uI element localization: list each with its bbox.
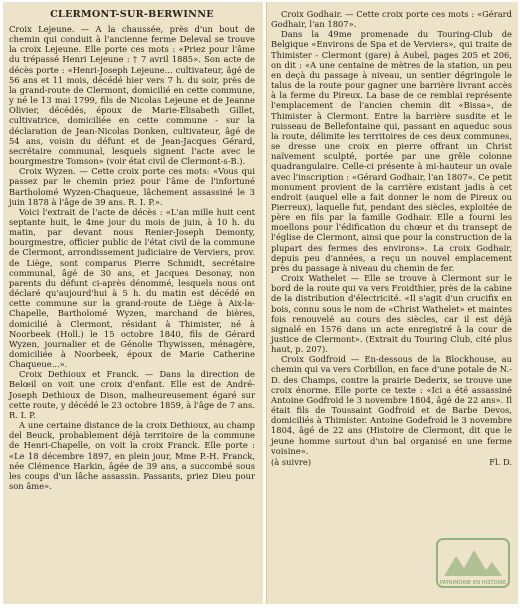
svg-text:PATRIMOINE EN HISTOIRE: PATRIMOINE EN HISTOIRE (439, 580, 507, 586)
article-header: CLERMONT-SUR-BERWINNE (50, 9, 214, 20)
paragraph-croix-wyzen: Croix Wyzen. — Cette croix porte ces mots: «Vous qui passez par le chemin priez pour l'âme de l'infortuné Bartholomé Wyzen-Chaqueue, lâchement assassiné le 3 juin 1878 à l'âge de 39 ans. R. I. P.». (9, 166, 255, 207)
paragraph-touring-club: Dans la 49me promenade du Touring-Club de Belgique «Environs de Spa et de Verviers», qui traite de Thimister - Clermont (gare) à Aubel, pages 205 et 206, on dit : «A une centaine de mètres de la station, un peu en deçà du passage à niveau, un sentier dégringole le talus de la route pour gagner une barrière livrant accès à la ferme du Pireux. La base de ce remblai représente l'emplacement de l'ancien chemin dit «Bissa», de Thimister à Clermont. Entre la barrière susdite et le ruisseau de Bellefontaine qui, passant en aqueduc sous la route, délimite les territoires de ces deux communes, se dresse une croix en pierre offrant un Christ naïvement sculpté, portée par une grêle colonne quadrangulaire. Celle-ci présente à mi-hauteur un ovale avec l'inscription : «Gérard Godhair, l'an 1807». Ce petit monument provient de la carrière existant jadis à cet endroit (auquel elle a fait donner le nom de Pireux ou Pierreux), laquelle fut, pendant des siècles, exploitée de père en fils par la famille Godhair. Elle a fourni les moellons pour l'édification du chœur et du transept de l'église de Clermont, ainsi que pour la construction de la plupart des fermes des environs». La croix Godhair, depuis peu d'années, a reçu un nouvel emplacement près du passage à niveau du chemin de fer. (271, 29, 512, 273)
paragraph-croix-godhair: Croix Godhair. — Cette croix porte ces mots : «Gérard Godhair, l'an 1807». (271, 9, 512, 30)
author-initials: Fl. D. (489, 456, 512, 467)
article-right-column (266, 2, 518, 604)
paragraph-croix-franck: A une certaine distance de la croix Dethioux, au champ del Beuck, probablement déjà territoire de la commune de Henri-Chapelle, on voit la croix Franck. Elle porte : «Le 18 décembre 1897, en plein jour, Mme P.-H. Franck, née Clémence Harkin, âgée de 39 ans, a succombé sous les coups d'un lâche assassin. Passants, priez Dieu pour son âme». (9, 420, 255, 492)
paragraph-wyzen-death-record: Voici l'extrait de l'acte de décès : «L'an mille huit cent septante huit, le 4me jour du mois de juin, à 10 h. du matin, par devant nous Renier-Joseph Demonty, bourgmestre, officier public de l'état civil de la commune de Clermont, arrondissement judiciaire de Verviers, prov. de Liège, sont comparus Pierre Schmidt, secrétaire communal, âgé de 30 ans, et Jacques Desonay, non parents du défunt ci-après dénommé, lesquels nous ont déclaré qu'aujourd'hui à 5 h. du matin est décédé en cette commune sur la grand-route de Liège à Aix-la-Chapelle, Bartholomé Wyzen, marchand de bières, domicilié à Clermont, résidant à Thimister, né à Noorbeek (Holl.) le 15 octobre 1840, fils de Gérard Wyzen, journalier et de Génolie Thywissen, ménagère, domiciliée à Noorbeek, époux de Marie Catherine Chaqueue...». (9, 206, 255, 370)
paragraph-croix-dethioux-franck: Croix Dethioux et Franck. — Dans la direction de Belœil on voit une croix d'enfant. Elle est de André-Joseph Dethioux de Dison, malheureusement égaré sur cette route, y décédé le 23 octobre 1859, à l'âge de 7 ans. R. I. P. (9, 369, 255, 420)
paragraph-croix-godfroid: Croix Godfroid — En-dessous de la Blockhouse, au chemin qui va vers Corbillon, en face d'une potale de N.-D. des Champs, contre la prairie Dederix, se trouve une croix énorme. Elle porte ce texte : «Ici a été assassiné Antoine Godfroid le 3 novembre 1804, âgé de 22 ans». Il était fils de Toussaint Godfroid et de Barbe Devos, domiciliés à Thimister. Antoine Godefroid le 3 novembre 1804, âgé de 22 ans (Histoire de Clermont, dit que le jeune homme surtout d'un bal organisé en une ferme voisine». (271, 354, 512, 456)
to-be-continued: (à suivre) (271, 456, 312, 467)
paragraph-croix-lejeune: Croix Lejeune. — A la chaussée, près d'un bout de chemin qui conduit à l'ancienne ferme Deleval se trouve la croix Lejeune. Elle porte ces mots : «Priez pour l'âme du trépassé Henri Lejeune : † 7 avril 1885». Son acte de décès porte : «Henri-Joseph Lejeune... cultivateur, âgé de 56 ans et 11 mois, décédé hier vers 7 h. du soir, près de la grand-route de Clermont, domicilié en cette commune, y né le 13 mai 1799, fils de Nicolas Lejeune et de Jeanne Olivier, décédés, époux de Marie-Elisabeth Gillet, cultivatrice, domiciliée en cette commune - sur la déclaration de Jean-Nicolas Donken, cultivateur, âgé de 54 ans, voisin du défunt et de Jean-Jacques Gérard, secrétaire communal, lesquels signent l'acte avec le bourgmestre Tomson» (voir état civil de Clermont-s-B.). (9, 24, 255, 167)
article-signature (271, 457, 512, 467)
article-left-column (3, 2, 263, 604)
heritage-stamp-logo (434, 536, 512, 590)
paragraph-croix-wathelet: Croix Wathelet — Elle se trouve à Clermont sur le bord de la route qui va vers Froidthier, près de la cabine de la distribution d'électricité. «Il s'agit d'un crucifix en bois, connu sous le nom de «Christ Wathelet» et maintes fois renouvelé au cours des siècles, car il est déjà signalé en 1576 dans un acte enregistré à la cour de justice de Clermont». (Extrait du Touring Club, cité plus haut, p. 207). (271, 273, 512, 355)
